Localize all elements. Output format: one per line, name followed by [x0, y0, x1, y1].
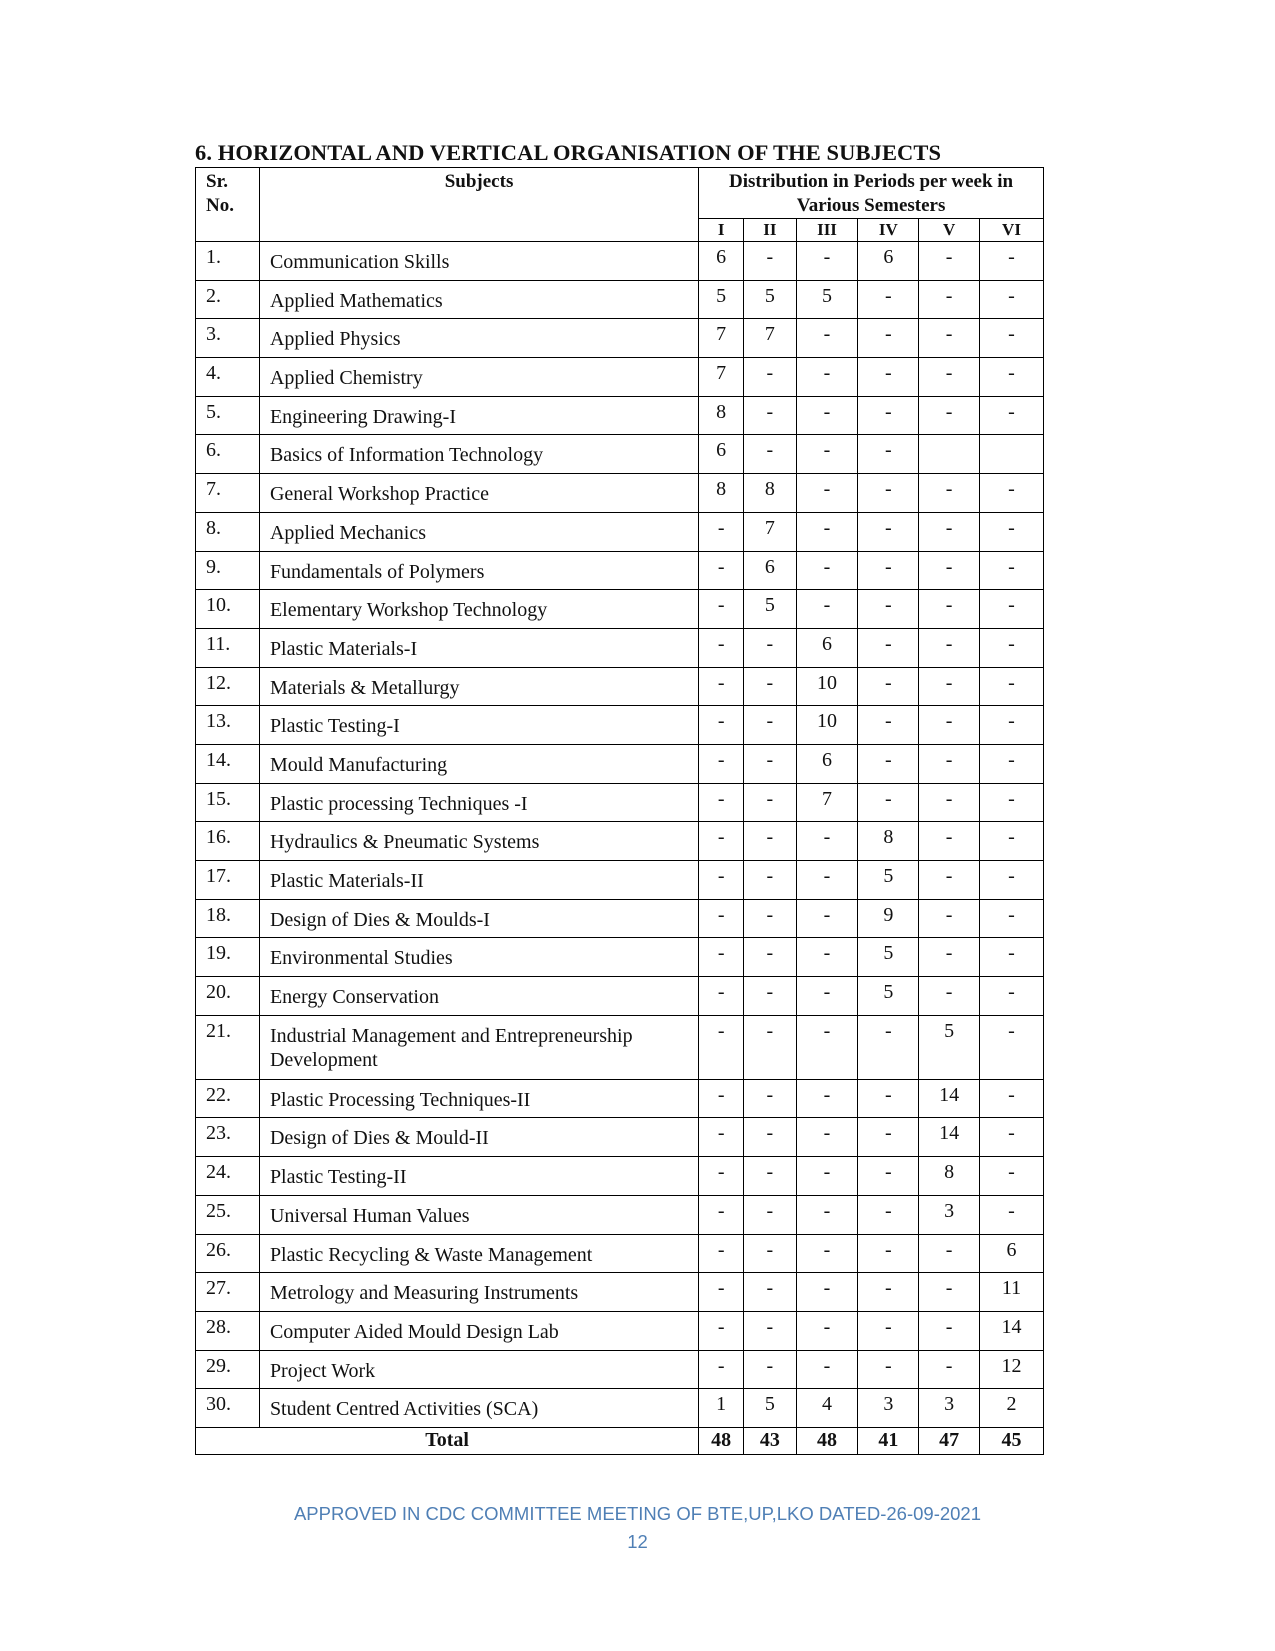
table-row [196, 706, 1044, 745]
period-cell: - [796, 1311, 858, 1350]
subject-cell: Design of Dies & Moulds-I [259, 899, 698, 938]
period-cell: - [858, 1118, 919, 1157]
period-cell: - [980, 783, 1044, 822]
period-cell: - [699, 938, 744, 977]
table-row [196, 358, 1044, 397]
period-cell: - [699, 822, 744, 861]
period-cell: - [699, 512, 744, 551]
period-cell: 2 [980, 1389, 1044, 1428]
period-cell: - [744, 861, 796, 900]
sr-no-cell: 15. [196, 783, 260, 822]
period-cell: - [699, 1273, 744, 1312]
table-row [196, 1234, 1044, 1273]
period-cell: - [919, 1311, 980, 1350]
header-distribution: Distribution in Periods per week in Various Semesters [699, 168, 1044, 219]
subject-cell: Universal Human Values [259, 1195, 698, 1234]
subject-cell: Applied Physics [259, 319, 698, 358]
period-cell: - [858, 319, 919, 358]
period-cell: - [744, 242, 796, 281]
total-cell: 48 [796, 1427, 858, 1454]
total-cell: 47 [919, 1427, 980, 1454]
period-cell: - [919, 899, 980, 938]
period-cell: - [744, 1157, 796, 1196]
period-cell: - [858, 551, 919, 590]
period-cell: - [858, 590, 919, 629]
subject-cell: Project Work [259, 1350, 698, 1389]
period-cell: - [980, 590, 1044, 629]
table-header-row [196, 168, 1044, 219]
period-cell: - [858, 783, 919, 822]
period-cell: - [796, 242, 858, 281]
sr-no-cell: 19. [196, 938, 260, 977]
header-semester: V [919, 219, 980, 242]
period-cell: - [919, 667, 980, 706]
period-cell: 5 [699, 280, 744, 319]
table-row [196, 1118, 1044, 1157]
period-cell: 7 [744, 319, 796, 358]
table-row [196, 861, 1044, 900]
table-row [196, 512, 1044, 551]
period-cell: - [858, 474, 919, 513]
period-cell: - [980, 977, 1044, 1016]
period-cell: - [699, 1079, 744, 1118]
period-cell: - [858, 396, 919, 435]
sr-no-cell: 21. [196, 1015, 260, 1079]
period-cell: - [744, 1118, 796, 1157]
sr-no-cell: 23. [196, 1118, 260, 1157]
sr-no-cell: 26. [196, 1234, 260, 1273]
period-cell: - [858, 435, 919, 474]
table-row [196, 1157, 1044, 1196]
period-cell: - [796, 1015, 858, 1079]
total-cell: 45 [980, 1427, 1044, 1454]
period-cell: - [744, 667, 796, 706]
sr-no-cell: 4. [196, 358, 260, 397]
period-cell: - [796, 358, 858, 397]
page-number: 12 [627, 1531, 648, 1552]
table-row [196, 1195, 1044, 1234]
period-cell: - [699, 1311, 744, 1350]
sr-no-cell: 12. [196, 667, 260, 706]
table-row [196, 242, 1044, 281]
sr-no-cell: 3. [196, 319, 260, 358]
period-cell: - [919, 861, 980, 900]
period-cell: - [796, 474, 858, 513]
period-cell: - [744, 1311, 796, 1350]
period-cell: - [980, 744, 1044, 783]
period-cell: - [980, 822, 1044, 861]
period-cell: - [919, 938, 980, 977]
period-cell: - [980, 512, 1044, 551]
period-cell: 5 [858, 938, 919, 977]
period-cell: - [796, 551, 858, 590]
period-cell: 8 [744, 474, 796, 513]
period-cell: - [744, 822, 796, 861]
period-cell: - [796, 861, 858, 900]
period-cell: 5 [744, 590, 796, 629]
table-row [196, 396, 1044, 435]
period-cell: - [919, 1273, 980, 1312]
subject-cell: Plastic Testing-II [259, 1157, 698, 1196]
table-row [196, 474, 1044, 513]
table-row [196, 1079, 1044, 1118]
period-cell [980, 435, 1044, 474]
header-semester: II [744, 219, 796, 242]
period-cell: - [919, 977, 980, 1016]
period-cell: - [796, 899, 858, 938]
period-cell: - [699, 977, 744, 1016]
period-cell: - [980, 1118, 1044, 1157]
period-cell: - [796, 1157, 858, 1196]
period-cell: - [796, 1350, 858, 1389]
header-sr-no: Sr. No. [196, 168, 260, 242]
period-cell: - [744, 358, 796, 397]
period-cell: 8 [699, 396, 744, 435]
sr-no-cell: 11. [196, 628, 260, 667]
subject-cell: Environmental Studies [259, 938, 698, 977]
period-cell: 5 [744, 280, 796, 319]
table-row [196, 977, 1044, 1016]
period-cell: 5 [796, 280, 858, 319]
period-cell: - [699, 628, 744, 667]
subject-cell: Applied Mathematics [259, 280, 698, 319]
period-cell: 6 [796, 628, 858, 667]
period-cell: - [919, 242, 980, 281]
subject-cell: Elementary Workshop Technology [259, 590, 698, 629]
period-cell: - [919, 822, 980, 861]
period-cell: 6 [858, 242, 919, 281]
period-cell: - [858, 358, 919, 397]
period-cell: 14 [919, 1118, 980, 1157]
sr-no-cell: 25. [196, 1195, 260, 1234]
period-cell: 10 [796, 706, 858, 745]
sr-no-cell: 1. [196, 242, 260, 281]
period-cell: - [980, 861, 1044, 900]
total-cell: 43 [744, 1427, 796, 1454]
period-cell: - [699, 1195, 744, 1234]
period-cell: - [919, 744, 980, 783]
period-cell: - [919, 1234, 980, 1273]
period-cell: - [980, 1079, 1044, 1118]
period-cell: 14 [980, 1311, 1044, 1350]
period-cell: 6 [699, 242, 744, 281]
period-cell: 7 [699, 358, 744, 397]
sr-no-cell: 17. [196, 861, 260, 900]
subject-cell: Mould Manufacturing [259, 744, 698, 783]
sr-no-cell: 13. [196, 706, 260, 745]
period-cell: - [858, 1079, 919, 1118]
period-cell: 14 [919, 1079, 980, 1118]
period-cell: - [699, 1118, 744, 1157]
table-row [196, 628, 1044, 667]
period-cell: - [699, 1015, 744, 1079]
period-cell: 12 [980, 1350, 1044, 1389]
period-cell: - [796, 822, 858, 861]
subject-cell: Engineering Drawing-I [259, 396, 698, 435]
period-cell: - [919, 512, 980, 551]
period-cell: - [796, 590, 858, 629]
period-cell: - [980, 396, 1044, 435]
period-cell: - [980, 667, 1044, 706]
table-row [196, 822, 1044, 861]
header-semester: VI [980, 219, 1044, 242]
period-cell: - [980, 319, 1044, 358]
period-cell: 6 [796, 744, 858, 783]
period-cell: - [980, 474, 1044, 513]
table-body [196, 242, 1044, 1455]
period-cell: - [796, 1079, 858, 1118]
period-cell [919, 435, 980, 474]
period-cell: 8 [919, 1157, 980, 1196]
period-cell: 3 [858, 1389, 919, 1428]
period-cell: - [919, 783, 980, 822]
total-label: Total [196, 1427, 699, 1454]
total-cell: 48 [699, 1427, 744, 1454]
period-cell: 3 [919, 1195, 980, 1234]
subject-cell: Fundamentals of Polymers [259, 551, 698, 590]
period-cell: - [796, 1118, 858, 1157]
subject-cell: Plastic Processing Techniques-II [259, 1079, 698, 1118]
period-cell: - [699, 899, 744, 938]
period-cell: - [858, 1015, 919, 1079]
period-cell: - [858, 1157, 919, 1196]
subject-cell: Industrial Management and Entrepreneurship Development [259, 1015, 698, 1079]
subject-cell: Plastic processing Techniques -I [259, 783, 698, 822]
period-cell: - [796, 938, 858, 977]
period-cell: 8 [699, 474, 744, 513]
period-cell: - [744, 435, 796, 474]
sr-no-cell: 14. [196, 744, 260, 783]
period-cell: - [919, 358, 980, 397]
table-row [196, 938, 1044, 977]
period-cell: - [699, 1350, 744, 1389]
subject-cell: Communication Skills [259, 242, 698, 281]
period-cell: - [858, 706, 919, 745]
period-cell: - [744, 938, 796, 977]
sr-no-cell: 18. [196, 899, 260, 938]
period-cell: - [980, 242, 1044, 281]
period-cell: 11 [980, 1273, 1044, 1312]
table-row [196, 319, 1044, 358]
period-cell: - [744, 628, 796, 667]
period-cell: - [796, 396, 858, 435]
total-row [196, 1427, 1044, 1454]
period-cell: - [744, 396, 796, 435]
table-row [196, 899, 1044, 938]
table-row [196, 744, 1044, 783]
period-cell: 9 [858, 899, 919, 938]
period-cell: - [919, 590, 980, 629]
subject-cell: Plastic Recycling & Waste Management [259, 1234, 698, 1273]
table-row [196, 1389, 1044, 1428]
subject-cell: Materials & Metallurgy [259, 667, 698, 706]
period-cell: - [744, 744, 796, 783]
period-cell: - [699, 551, 744, 590]
period-cell: - [744, 1195, 796, 1234]
period-cell: - [980, 628, 1044, 667]
period-cell: - [796, 1195, 858, 1234]
period-cell: - [744, 977, 796, 1016]
period-cell: - [919, 319, 980, 358]
period-cell: - [699, 861, 744, 900]
period-cell: - [980, 358, 1044, 397]
sr-no-cell: 29. [196, 1350, 260, 1389]
period-cell: - [699, 667, 744, 706]
table-row [196, 551, 1044, 590]
period-cell: 7 [796, 783, 858, 822]
header-semester: III [796, 219, 858, 242]
sr-no-cell: 6. [196, 435, 260, 474]
period-cell: 6 [744, 551, 796, 590]
period-cell: - [858, 1195, 919, 1234]
period-cell: - [744, 783, 796, 822]
period-cell: - [980, 706, 1044, 745]
period-cell: 10 [796, 667, 858, 706]
subject-cell: Basics of Information Technology [259, 435, 698, 474]
subject-cell: Metrology and Measuring Instruments [259, 1273, 698, 1312]
table-row [196, 590, 1044, 629]
period-cell: - [858, 1234, 919, 1273]
period-cell: - [980, 280, 1044, 319]
subject-cell: Plastic Materials-II [259, 861, 698, 900]
subject-cell: General Workshop Practice [259, 474, 698, 513]
subject-cell: Energy Conservation [259, 977, 698, 1016]
subject-cell: Plastic Materials-I [259, 628, 698, 667]
sr-no-cell: 27. [196, 1273, 260, 1312]
period-cell: - [980, 1015, 1044, 1079]
period-cell: - [858, 628, 919, 667]
period-cell: - [796, 977, 858, 1016]
period-cell: - [796, 435, 858, 474]
table-row [196, 1311, 1044, 1350]
period-cell: - [919, 1350, 980, 1389]
sr-no-cell: 2. [196, 280, 260, 319]
period-cell: - [919, 396, 980, 435]
sr-no-cell: 8. [196, 512, 260, 551]
header-semester: I [699, 219, 744, 242]
sr-no-cell: 5. [196, 396, 260, 435]
period-cell: - [699, 706, 744, 745]
period-cell: - [919, 551, 980, 590]
sr-no-cell: 24. [196, 1157, 260, 1196]
period-cell: - [919, 474, 980, 513]
period-cell: - [744, 1273, 796, 1312]
table-row [196, 280, 1044, 319]
header-subjects: Subjects [259, 168, 698, 242]
sr-no-cell: 22. [196, 1079, 260, 1118]
period-cell: - [744, 706, 796, 745]
period-cell: - [699, 590, 744, 629]
period-cell: - [980, 1157, 1044, 1196]
section-heading: 6. HORIZONTAL AND VERTICAL ORGANISATION OF THE SUBJECTS [195, 140, 942, 165]
period-cell: - [919, 280, 980, 319]
table-row [196, 1350, 1044, 1389]
sr-no-cell: 7. [196, 474, 260, 513]
approval-footer: APPROVED IN CDC COMMITTEE MEETING OF BTE,UP,LKO DATED-26-09-2021 [293, 1503, 982, 1524]
period-cell: - [699, 1157, 744, 1196]
period-cell: - [858, 280, 919, 319]
period-cell: - [744, 1234, 796, 1273]
period-cell: - [699, 1234, 744, 1273]
period-cell: 4 [796, 1389, 858, 1428]
period-cell: 6 [980, 1234, 1044, 1273]
period-cell: 5 [919, 1015, 980, 1079]
period-cell: - [858, 512, 919, 551]
subject-cell: Student Centred Activities (SCA) [259, 1389, 698, 1428]
sr-no-cell: 9. [196, 551, 260, 590]
period-cell: - [980, 938, 1044, 977]
period-cell: 1 [699, 1389, 744, 1428]
period-cell: - [980, 551, 1044, 590]
period-cell: - [919, 628, 980, 667]
period-cell: 5 [858, 861, 919, 900]
sr-no-cell: 30. [196, 1389, 260, 1428]
period-cell: - [744, 1350, 796, 1389]
sr-no-cell: 10. [196, 590, 260, 629]
period-cell: - [980, 899, 1044, 938]
period-cell: - [796, 1273, 858, 1312]
sr-no-cell: 16. [196, 822, 260, 861]
period-cell: - [699, 744, 744, 783]
period-cell: 6 [699, 435, 744, 474]
subject-cell: Applied Mechanics [259, 512, 698, 551]
header-semester: IV [858, 219, 919, 242]
table-row [196, 1273, 1044, 1312]
subjects-table [195, 167, 1044, 1455]
period-cell: - [858, 744, 919, 783]
total-cell: 41 [858, 1427, 919, 1454]
period-cell: - [796, 319, 858, 358]
period-cell: - [858, 1350, 919, 1389]
table-row [196, 667, 1044, 706]
subject-cell: Hydraulics & Pneumatic Systems [259, 822, 698, 861]
period-cell: - [796, 1234, 858, 1273]
period-cell: - [858, 1311, 919, 1350]
period-cell: - [858, 667, 919, 706]
table-row [196, 1015, 1044, 1079]
period-cell: 3 [919, 1389, 980, 1428]
period-cell: 8 [858, 822, 919, 861]
period-cell: - [699, 783, 744, 822]
subject-cell: Computer Aided Mould Design Lab [259, 1311, 698, 1350]
sr-no-cell: 28. [196, 1311, 260, 1350]
period-cell: 7 [744, 512, 796, 551]
sr-no-cell: 20. [196, 977, 260, 1016]
period-cell: - [744, 899, 796, 938]
table-row [196, 783, 1044, 822]
period-cell: 7 [699, 319, 744, 358]
subject-cell: Design of Dies & Mould-II [259, 1118, 698, 1157]
period-cell: - [744, 1079, 796, 1118]
period-cell: - [919, 706, 980, 745]
table-row [196, 435, 1044, 474]
period-cell: - [744, 1015, 796, 1079]
period-cell: 5 [744, 1389, 796, 1428]
period-cell: - [858, 1273, 919, 1312]
subject-cell: Applied Chemistry [259, 358, 698, 397]
period-cell: - [980, 1195, 1044, 1234]
period-cell: - [796, 512, 858, 551]
subject-cell: Plastic Testing-I [259, 706, 698, 745]
period-cell: 5 [858, 977, 919, 1016]
